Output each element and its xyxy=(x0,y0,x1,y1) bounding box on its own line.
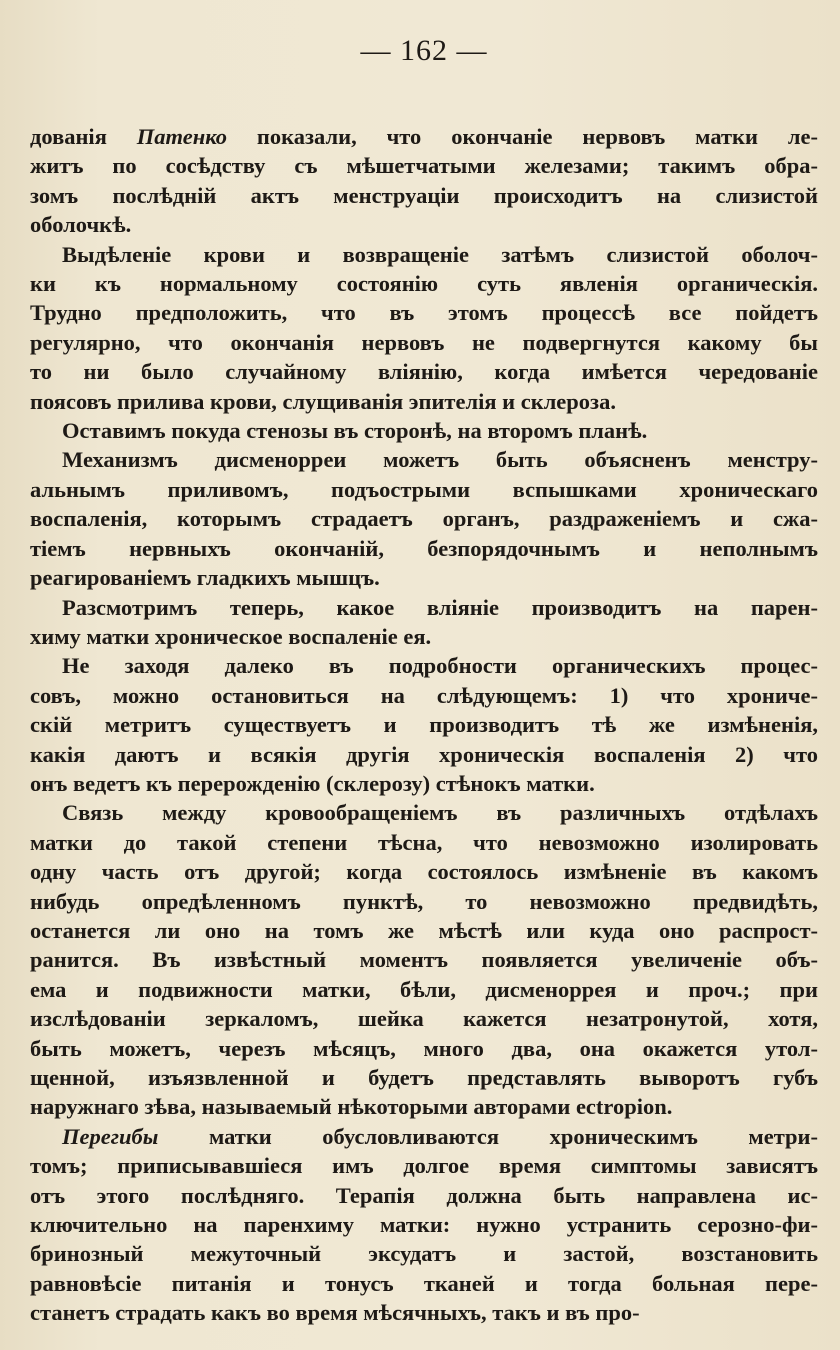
text-line xyxy=(30,857,818,886)
paragraph xyxy=(30,445,818,592)
text-line xyxy=(30,740,818,769)
line-text: зомъ послѣдній актъ менструаціи происходитъ на слизистой xyxy=(30,182,818,208)
line-text: Выдѣленіе крови и возвращеніе затѣмъ слизистой оболоч- xyxy=(62,241,818,267)
line-text: равновѣсіе питанія и тонусъ тканей и тогда больная пере- xyxy=(30,1270,818,1296)
line-text: совъ, можно остановиться на слѣдующемъ: 1) что хрониче- xyxy=(30,682,818,708)
line-text: ки къ нормальному состоянію суть явленія органическія. xyxy=(30,271,818,297)
line-text: щенной, изъязвленной и будетъ представлять выворотъ губъ xyxy=(30,1065,818,1090)
text-line xyxy=(30,681,818,710)
line-text: скій метритъ существуетъ и производитъ тѣ же измѣненія, xyxy=(30,712,818,738)
text-line xyxy=(30,475,818,504)
line-text: быть можетъ, черезъ мѣсяцъ, много два, она окажется утол- xyxy=(30,1035,818,1061)
paragraph xyxy=(30,798,818,1121)
text-line xyxy=(30,651,818,680)
line-text: поясовъ прилива крови, слущиванія эпителія и склероза. xyxy=(30,388,616,414)
text-line xyxy=(30,769,818,798)
text-line xyxy=(30,593,818,622)
line-text: отъ этого послѣдняго. Терапія должна быть направлена ис- xyxy=(30,1182,818,1208)
line-text: томъ; приписывавшіеся имъ долгое время симптомы зависятъ xyxy=(30,1153,818,1179)
text-line xyxy=(30,269,818,298)
line-text: Трудно предположить, что въ этомъ процессѣ все пойдетъ xyxy=(30,300,818,326)
body-text xyxy=(30,122,818,1328)
line-text: изслѣдованіи зеркаломъ, шейка кажется незатронутой, хотя, xyxy=(30,1006,818,1032)
text-line xyxy=(30,1181,818,1210)
text-line xyxy=(30,622,818,651)
text-line xyxy=(30,122,818,151)
line-text: ранится. Въ извѣстный моментъ появляется увеличеніе объ- xyxy=(30,947,818,973)
text-line xyxy=(30,1298,818,1327)
line-text: матки обусловливаются хроническимъ метри- xyxy=(158,1123,818,1149)
text-line xyxy=(30,1034,818,1063)
paragraph xyxy=(30,1122,818,1328)
emphasized-text: Перегибы xyxy=(62,1123,159,1149)
text-line xyxy=(30,298,818,327)
line-text: дованія xyxy=(30,124,137,149)
line-text: воспаленія, которымъ страдаетъ органъ, раздраженіемъ и сжа- xyxy=(30,506,818,532)
line-text: станетъ страдать какъ во время мѣсячныхъ, такъ и въ про- xyxy=(30,1300,640,1326)
line-text: Не заходя далеко въ подробности органическихъ процес- xyxy=(62,653,818,679)
emphasized-text: Патенко xyxy=(136,124,228,149)
text-line xyxy=(30,916,818,945)
line-text: Связь между кровообращеніемъ въ различныхъ отдѣлахъ xyxy=(62,800,818,826)
text-line xyxy=(30,1063,818,1092)
text-line xyxy=(30,328,818,357)
paragraph xyxy=(30,416,818,445)
text-line xyxy=(30,210,818,239)
text-line xyxy=(30,1269,818,1298)
line-text: какія даютъ и всякія другія хроническія воспаленія 2) что xyxy=(30,741,818,767)
line-text: ема и подвижности матки, бѣли, дисменоррея и проч.; при xyxy=(30,976,818,1002)
line-text: одну часть отъ другой; когда состоялось измѣненіе въ какомъ xyxy=(30,859,818,885)
text-line xyxy=(30,563,818,592)
line-text: оболочкѣ. xyxy=(30,212,132,238)
text-line xyxy=(30,416,818,445)
text-line xyxy=(30,1239,818,1268)
paragraph xyxy=(30,593,818,652)
text-line xyxy=(30,1004,818,1033)
text-line xyxy=(30,1151,818,1180)
paragraph xyxy=(30,651,818,798)
text-line xyxy=(30,975,818,1004)
line-text: Механизмъ дисменорреи можетъ быть объясненъ менстру- xyxy=(62,447,818,473)
text-line xyxy=(30,534,818,563)
line-text: матки до такой степени тѣсна, что невозможно изолировать xyxy=(30,829,818,855)
text-line xyxy=(30,357,818,386)
line-text: наружнаго зѣва, называемый нѣкоторыми авторами ectropion. xyxy=(30,1094,673,1120)
line-text: ключительно на паренхиму матки: нужно устранить серозно-фи- xyxy=(30,1212,818,1238)
text-line xyxy=(30,710,818,739)
text-line xyxy=(30,151,818,180)
text-line xyxy=(30,240,818,269)
line-text: Оставимъ покуда стенозы въ сторонѣ, на второмъ планѣ. xyxy=(62,418,648,444)
line-text: онъ ведетъ къ перерожденію (склерозу) стѣнокъ матки. xyxy=(30,770,595,796)
line-text: бринозный межуточный эксудатъ и застой, возстановить xyxy=(30,1241,818,1267)
line-text: химу матки хроническое воспаленіе ея. xyxy=(30,623,432,649)
text-line xyxy=(30,504,818,533)
line-text: нибудь опредѣленномъ пунктѣ, то невозможно предвидѣть, xyxy=(30,888,818,914)
text-line xyxy=(30,945,818,974)
line-text: реагированіемъ гладкихъ мышцъ. xyxy=(30,565,380,591)
text-line xyxy=(30,798,818,827)
line-text: показали, что окончаніе нервовъ матки ле- xyxy=(227,124,818,149)
line-text: Разсмотримъ теперь, какое вліяніе производитъ на парен- xyxy=(62,594,818,620)
paragraph xyxy=(30,240,818,416)
text-line xyxy=(30,1092,818,1121)
line-text: регулярно, что окончанія нервовъ не подвергнутся какому бы xyxy=(30,329,818,355)
text-line xyxy=(30,1122,818,1151)
page-number: — 162 — xyxy=(360,34,488,67)
text-line xyxy=(30,181,818,210)
text-line xyxy=(30,887,818,916)
text-line xyxy=(30,387,818,416)
line-text: останется ли оно на томъ же мѣстѣ или куда оно распрост- xyxy=(30,917,818,943)
line-text: тіемъ нервныхъ окончаній, безпорядочнымъ и неполнымъ xyxy=(30,535,818,561)
text-line xyxy=(30,828,818,857)
text-line xyxy=(30,445,818,474)
text-line xyxy=(30,1210,818,1239)
line-text: альнымъ приливомъ, подъострыми вспышками хроническаго xyxy=(30,476,818,502)
line-text: житъ по сосѣдству съ мѣшетчатыми железами; такимъ обра- xyxy=(30,153,818,179)
line-text: то ни было случайному вліянію, когда имѣется чередованіе xyxy=(30,359,818,385)
paragraph xyxy=(30,122,818,240)
